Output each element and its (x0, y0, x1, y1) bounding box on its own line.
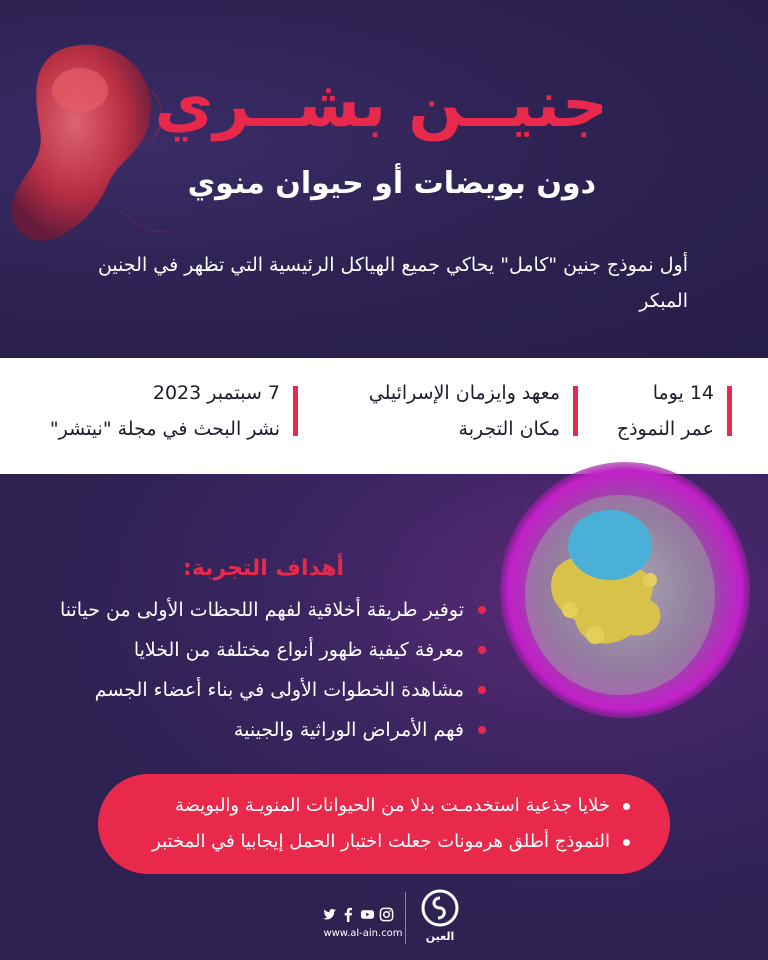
bullet-icon (478, 686, 486, 694)
bullet-icon (623, 803, 630, 810)
footer-divider (405, 892, 406, 944)
bullet-icon (478, 606, 486, 614)
stat-value: معهد وايزمان الإسرائيلي (368, 382, 560, 404)
instagram-icon[interactable] (379, 907, 394, 922)
list-item: توفير طريقة أخلاقية لفهم اللحظات الأولى من حياتنا (60, 590, 486, 630)
bullet-icon (623, 839, 630, 846)
page-title: جنيــن بشــري (154, 68, 608, 142)
header-section (0, 0, 768, 358)
list-item: مشاهدة الخطوات الأولى في بناء أعضاء الجسم (60, 670, 486, 710)
list-item: فهم الأمراض الوراثية والجينية (60, 710, 486, 750)
stat-label: نشر البحث في مجلة "نيتشر" (49, 418, 280, 440)
bullet-icon (478, 646, 486, 654)
embryo-image (0, 30, 170, 260)
brand-name: العين (425, 930, 455, 943)
page-subtitle: دون بويضات أو حيوان منوي (187, 166, 596, 201)
description: أول نموذج جنين "كامل" يحاكي جميع الهياكل الرئيسية التي تظهر في الجنين المبكر (97, 254, 688, 312)
bullet-icon (478, 726, 486, 734)
highlights-list (152, 788, 630, 860)
facebook-icon[interactable] (341, 907, 356, 922)
goals-list (60, 590, 486, 750)
goals-title: أهداف التجربة: (183, 556, 344, 581)
social-links (322, 904, 402, 924)
stat-location (338, 382, 578, 452)
embryo-cell-image (500, 460, 750, 720)
highlights-box (98, 774, 670, 874)
youtube-icon[interactable] (360, 907, 375, 922)
list-item: خلايا جذعية استخدمـت بدلا من الحيوانات المنويـة والبويضة (152, 788, 630, 824)
stat-accent-bar (727, 386, 732, 436)
stat-value: 7 سبتمبر 2023 (152, 382, 280, 404)
stat-accent-bar (293, 386, 298, 436)
stat-publication (28, 382, 298, 452)
list-item: النموذج أطلق هرمونات جعلت اختبار الحمل إيجابيا في المختبر (152, 824, 630, 860)
stat-value: 14 يوما (652, 382, 714, 404)
stat-label: عمر النموذج (616, 418, 714, 440)
website-url[interactable]: www.al-ain.com (323, 928, 403, 939)
stat-label: مكان التجربة (458, 418, 560, 440)
stat-accent-bar (573, 386, 578, 436)
list-item: معرفة كيفية ظهور أنواع مختلفة من الخلايا (60, 630, 486, 670)
stats-band (0, 358, 768, 474)
stat-model-age (612, 382, 732, 452)
twitter-icon[interactable] (322, 907, 337, 922)
